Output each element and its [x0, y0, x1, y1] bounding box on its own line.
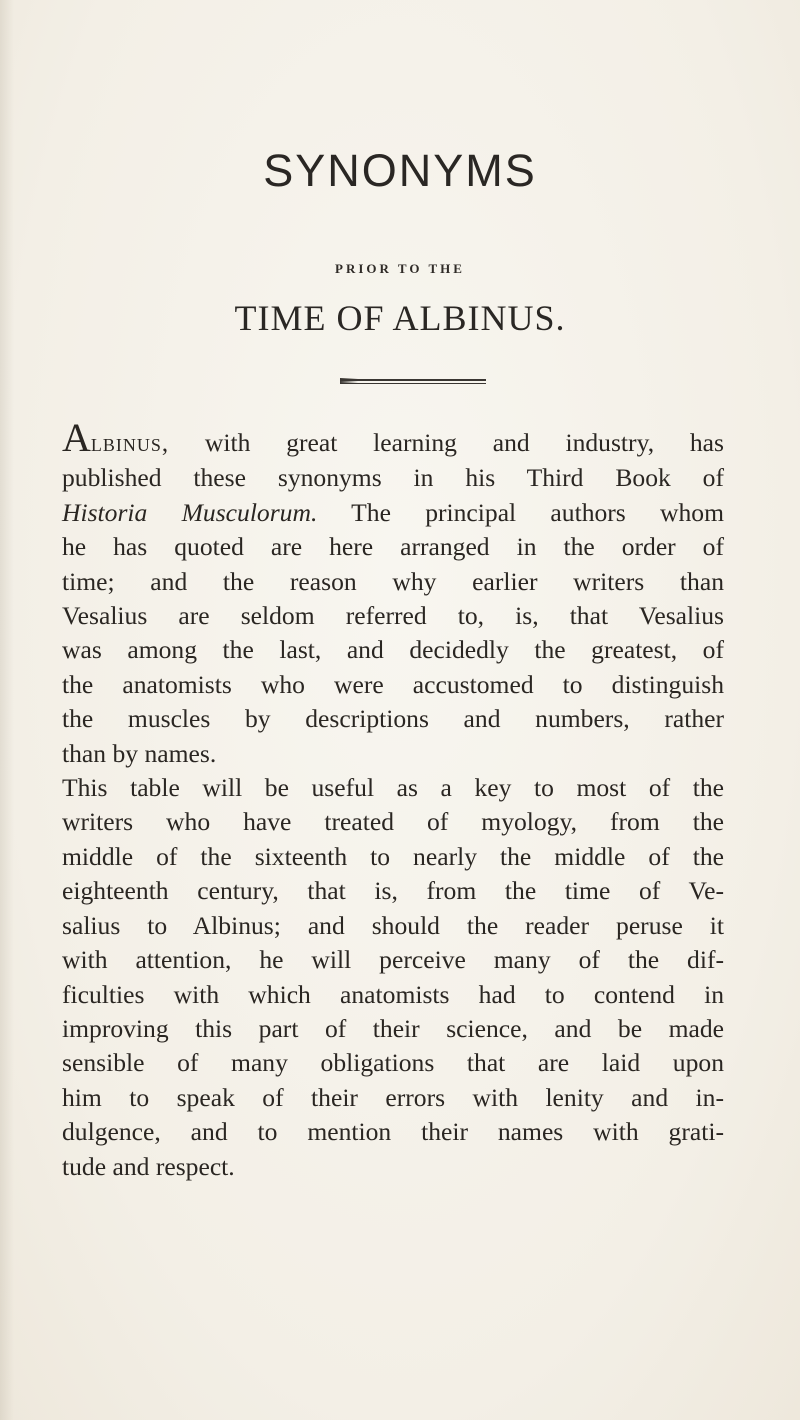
text-line [62, 496, 724, 530]
text-line: the anatomists who were accustomed to distinguish [62, 669, 724, 699]
page-edge-shadow [0, 0, 14, 1420]
text-line: him to speak of their errors with lenity and in- [62, 1082, 724, 1112]
text-line: sensible of many obligations that are laid upon [62, 1048, 724, 1078]
text-line: time; and the reason why earlier writers than [62, 566, 724, 596]
text-line: eighteenth century, that is, from the time of Ve- [62, 876, 724, 906]
decorative-rule [340, 379, 486, 384]
paragraph-2 [62, 771, 724, 1184]
text-line: was among the last, and decidedly the greatest, of [62, 635, 724, 665]
text-segment: The principal authors whom [317, 497, 725, 527]
subtitle-large: TIME OF ALBINUS. [234, 298, 566, 338]
text-line: published these synonyms in his Third Book of [62, 463, 724, 493]
text-line: writers who have treated of myology, from the [62, 807, 724, 837]
smallcaps-lead: lbinus, [90, 430, 170, 457]
text-line: salius to Albinus; and should the reader peruse it [62, 910, 724, 940]
text-line: ficulties with which anatomists had to contend in [62, 979, 724, 1009]
drop-cap: A [62, 415, 91, 460]
text-line: with attention, he will perceive many of the dif- [62, 945, 724, 975]
body-text [62, 415, 725, 1184]
text-segment: with great learning and industry, has [169, 428, 724, 457]
text-line: he has quoted are here arranged in the order of [62, 532, 724, 562]
paragraph-1 [62, 415, 725, 771]
text-line: dulgence, and to mention their names with grati- [62, 1117, 724, 1147]
text-line: the muscles by descriptions and numbers, rather [62, 704, 724, 734]
text-line: tude and respect. [62, 1151, 235, 1181]
text-line: This table will be useful as a key to most of the [62, 773, 724, 803]
text-line: than by names. [62, 738, 217, 768]
text-line: improving this part of their science, and be made [62, 1013, 724, 1043]
book-title: Historia Musculorum. [62, 497, 318, 527]
text-line: middle of the sixteenth to nearly the middle of the [62, 841, 724, 871]
text-line [62, 415, 724, 461]
text-line: Vesalius are seldom referred to, is, that Vesalius [62, 601, 724, 631]
subtitle-small: PRIOR TO THE [335, 261, 465, 276]
page-title: SYNONYMS [263, 145, 537, 196]
